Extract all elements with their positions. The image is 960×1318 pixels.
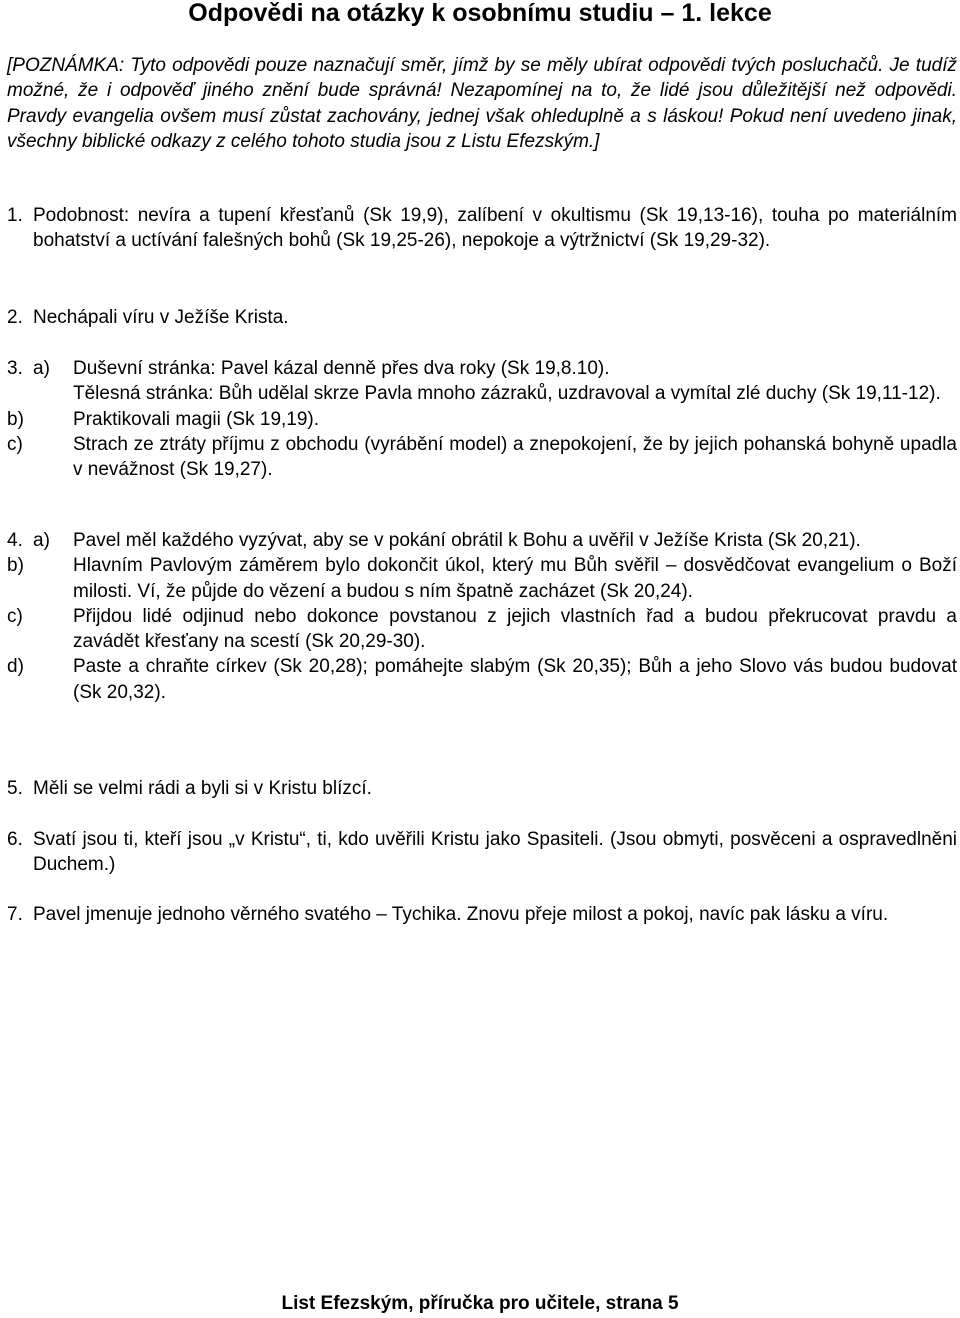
part-letter: a) [33, 530, 50, 551]
part-letter: b) [7, 408, 24, 430]
answer-part-d [7, 654, 957, 705]
part-letter: b) [7, 555, 24, 577]
part-letter: c) [7, 605, 23, 627]
answer-number: 6. [7, 829, 23, 850]
answer-5 [7, 776, 957, 801]
part-text: Duševní stránka: Pavel kázal denně přes dva roky (Sk 19,8.10). [73, 358, 610, 379]
answer-text: Pavel jmenuje jednoho věrného svatého – Tychika. Znovu přeje milost a pokoj, navíc pak lásku a víru. [33, 904, 889, 925]
part-extra-text: Tělesná stránka: Bůh udělal skrze Pavla mnoho zázraků, uzdravoval a vymítal zlé duchy (Sk 19,11-12). [73, 383, 941, 405]
page-footer: List Efezským, příručka pro učitele, strana 5 [281, 1293, 679, 1314]
part-text: Praktikovali magii (Sk 19,19). [73, 408, 320, 430]
page-title: Odpovědi na otázky k osobnímu studiu – 1. lekce [188, 0, 772, 27]
answer-7 [7, 902, 957, 927]
answer-2 [7, 305, 957, 330]
answer-number: 4. [7, 530, 23, 551]
answer-text: Nechápali víru v Ježíše Krista. [33, 307, 289, 328]
teacher-note: [POZNÁMKA: Tyto odpovědi pouze naznačují směr, jímž by se měly ubírat odpovědi tvých posluchačů. Je tudíž možné, že i odpověď jiného znění bude správná! Nezapomínej na to, že lidé jsou důležitější než odpovědi. Pravdy evangelia ovšem musí zůstat zachovány, jednej však ohleduplně a s láskou! Pokud není uvedeno jinak, všechny biblické odkazy z celého tohoto studia jsou z Listu Efezským.] [7, 55, 957, 152]
answer-text: Měli se velmi rádi a byli si v Kristu blízcí. [33, 778, 372, 799]
part-text: Přijdou lidé odjinud nebo dokonce povstanou z jejich vlastních řad a budou překrucovat pravdu a zavádět křesťany na scestí (Sk 20,29-30). [73, 605, 957, 653]
answer-number: 5. [7, 778, 23, 799]
answer-part-a [33, 356, 957, 407]
answer-part-a [33, 528, 957, 553]
part-letter: a) [33, 358, 50, 379]
part-text: Paste a chraňte církev (Sk 20,28); pomáhejte slabým (Sk 20,35); Bůh a jeho Slovo vás budou budovat (Sk 20,32). [73, 656, 957, 703]
part-text: Pavel měl každého vyzývat, aby se v pokání obrátil k Bohu a uvěřil v Ježíše Krista (Sk 20,21). [73, 530, 861, 551]
answer-part-b [7, 407, 957, 432]
answer-1 [7, 203, 957, 254]
part-letter: d) [7, 656, 24, 678]
answer-number: 7. [7, 904, 23, 925]
answer-text: Svatí jsou ti, kteří jsou „v Kristu“, ti, kdo uvěřili Kristu jako Spasiteli. (Jsou obmyti, posvěceni a ospravedlněni Duchem.) [33, 829, 957, 876]
answer-text: Podobnost: nevíra a tupení křesťanů (Sk 19,9), zalíbení v okultismu (Sk 19,13-16), touha po materiálním bohatství a uctívání falešných bohů (Sk 19,25-26), nepokoje a výtržnictví (Sk 19,29-32). [33, 205, 957, 252]
answer-part-c [7, 604, 957, 655]
part-text: Hlavním Pavlovým záměrem bylo dokončit úkol, který mu Bůh svěřil – dosvědčovat evangelium o Boží milosti. Ví, že půjde do vězení a budou s ním špatně zacházet (Sk 20,24). [73, 555, 957, 602]
part-letter: c) [7, 433, 23, 455]
answer-part-b [7, 553, 957, 604]
answer-number: 1. [7, 205, 23, 226]
answer-number: 2. [7, 307, 23, 328]
answer-number: 3. [7, 358, 23, 379]
part-text: Strach ze ztráty příjmu z obchodu (vyrábění model) a znepokojení, že by jejich pohanská bohyně upadla v nevážnost (Sk 19,27). [73, 433, 957, 481]
answer-part-c [7, 432, 957, 483]
answer-3 [7, 356, 957, 482]
answer-4 [7, 528, 957, 705]
answer-6 [7, 827, 957, 878]
